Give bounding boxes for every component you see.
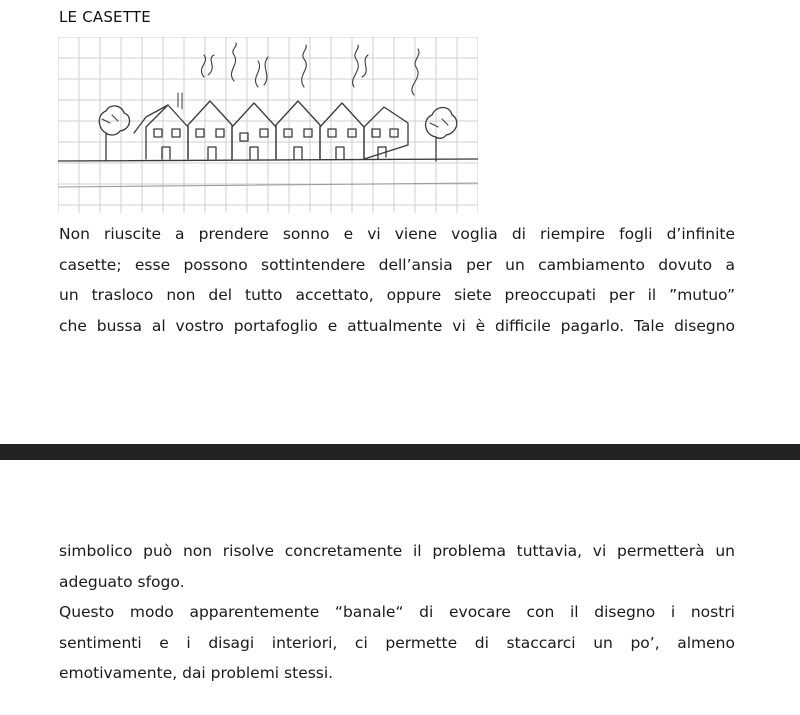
page-separator xyxy=(0,444,800,460)
paragraph-continuation xyxy=(59,536,735,597)
houses-sketch-image xyxy=(58,37,478,213)
paragraph-conclusion xyxy=(59,597,735,689)
text-line: casette; esse possono sottintendere dell’ansia per un cambiamento dovuto a xyxy=(59,255,735,274)
text-line: Questo modo apparentemente “banale“ di evocare con il disegno i nostri xyxy=(59,603,735,621)
text-line: adeguato sfogo. xyxy=(59,572,185,591)
text-line: simbolico può non risolve concretamente il problema tuttavia, vi permetterà un xyxy=(59,542,735,560)
text-line: che bussa al vostro portafoglio e attualmente vi è difficile pagarlo. Tale disegno xyxy=(59,316,735,335)
paragraph-intro xyxy=(59,219,735,341)
text-line: un trasloco non del tutto accettato, oppure siete preoccupati per il ”mutuo” xyxy=(59,286,735,304)
text-line: emotivamente, dai problemi stessi. xyxy=(59,664,334,682)
text-line: sentimenti e i disagi interiori, ci permette di staccarci un po’, almeno xyxy=(59,633,735,652)
text-line: Non riuscite a prendere sonno e vi viene voglia di riempire fogli d’infinite xyxy=(59,225,735,243)
section-title: LE CASETTE xyxy=(59,8,151,26)
